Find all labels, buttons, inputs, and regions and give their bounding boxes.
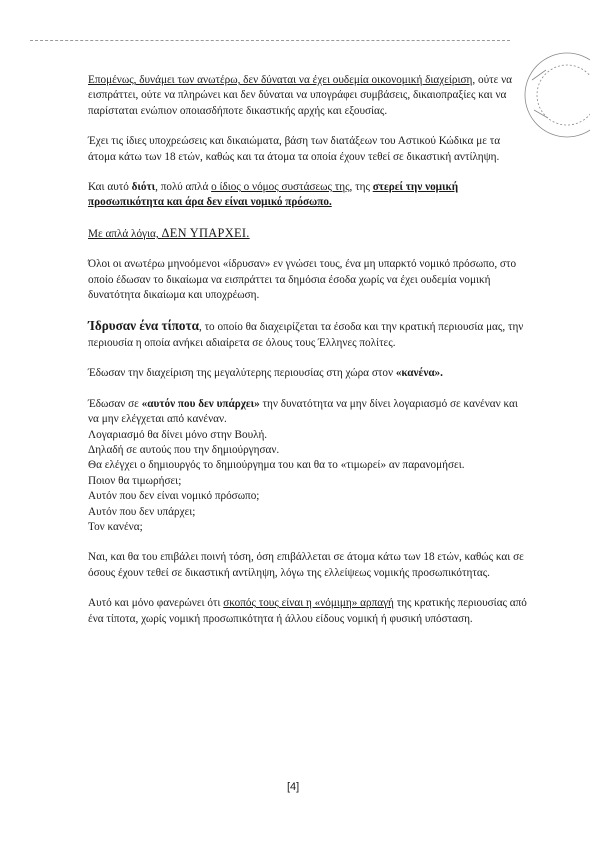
paragraph-nobody: Έδωσαν την διαχείριση της μεγαλύτερης περιουσίας στη χώρα στον «κανένα». (88, 367, 443, 380)
text-line: Αυτόν που δεν υπάρχει; (88, 505, 196, 518)
paragraph-obligations: Έχει τις ίδιες υποχρεώσεις και δικαιώματα, βάση των διατάξεων του Αστικού Κώδικα με τα άτομα κάτω των 18 ετών, καθώς και τα άτομα τα οποία έχουν τεθεί σε δικαστική αντίληψη. (88, 135, 501, 163)
text-line: Λογαριασμό θα δίνει μόνο στην Βουλή. (88, 428, 268, 441)
text-line: Δηλαδή σε αυτούς που την δημιούργησαν. (88, 443, 280, 456)
paragraph-founded-nothing: Ίδρυσαν ένα τίποτα, το οποίο θα διαχειρίζεται τα έσοδα και την κρατική περιουσία μας, την περιουσία η οποία ανήκει αδιαίρετα σε όλους τους Έλληνες πολίτες. (88, 318, 524, 349)
text-line: Ποιον θα τιμωρήσει; (88, 474, 182, 487)
text-line: Τον κανένα; (88, 520, 143, 533)
document-body (88, 73, 528, 627)
text-line: Αυτόν που δεν είναι νομικό πρόσωπο; (88, 490, 260, 503)
paragraph-conclusion: Αυτό και μόνο φανερώνει ότι σκοπός τους είναι η «νόμιμη» αρπαγή της κρατικής περιουσίας από ένα τίποτα, χωρίς νομική προσωπικότητα ή άλλου είδους νομική ή φυσική υπόσταση. (88, 597, 527, 625)
top-dashed-rule (30, 40, 510, 41)
paragraph-founded-nonexistent: Όλοι οι ανωτέρω μηνοόμενοι «ίδρυσαν» εν γνώσει τους, ένα μη υπαρκτό νομικό πρόσωπο, στο οποίο έδωσαν το δικαίωμα να εισπράττει τα δημόσια έσοδα χωρίς να έχει ουδεμία νομική δυνατότητα δικαίωμα και υποχρέωση. (88, 258, 517, 302)
paragraph-does-not-exist: Με απλά λόγια, ΔΕΝ ΥΠΑΡΧΕΙ. (88, 225, 250, 240)
text-line: Θα ελέγχει ο δημιουργός το δημιούργημα του και θα το «τιμωρεί» αν παρανομήσει. (88, 459, 465, 472)
underlined-phrase: Επομένως, δυνάμει των ανωτέρω, δεν δύναται να έχει ουδεμία οικονομική διαχείριση (88, 74, 473, 86)
paragraph-accountability: Έδωσαν σε «αυτόν που δεν υπάρχει» την δυνατότητα να μην δίνει λογαριασμό σε κανέναν και να μην ελέγχεται από κανέναν. Λογαριασμό θα δίνει μόνο στην Βουλή. Δηλαδή σε αυτούς που την δημιούργησαν. Θα ελέγχει ο δημιουργός το δημιούργημα του και θα το «τιμωρεί» αν παρανομήσει. Ποιον θα τιμωρήσει; Αυτόν που δεν είναι νομικό πρόσωπο; Αυτόν που δεν υπάρχει; Τον κανένα; (88, 397, 528, 536)
paragraph-legal-personality: Και αυτό διότι, πολύ απλά ο ίδιος ο νόμος συστάσεως της, της στερεί την νομική προσωπικότητα και άρα δεν είναι νομικό πρόσωπο. (88, 181, 459, 209)
paragraph-financial-management: Επομένως, δυνάμει των ανωτέρω, δεν δύναται να έχει ουδεμία οικονομική διαχείριση, ούτε να εισπράττει, ούτε να πληρώνει και δεν δύναται να υπογράφει συμβάσεις, δικαιοπραξίες και να παρίσταται ενώπιον οποιασδήποτε δικαστικής αρχής και εξουσίας. (88, 74, 513, 117)
page-number: [4] (287, 781, 300, 793)
paragraph-penalty: Ναι, και θα του επιβάλει ποινή τόση, όση επιβάλλεται σε άτομα κάτω των 18 ετών, καθώς και σε όσους έχουν τεθεί σε δικαστική αντίληψη, λόγω της ελλείψεως νομικής προσωπικότητας. (88, 551, 524, 579)
